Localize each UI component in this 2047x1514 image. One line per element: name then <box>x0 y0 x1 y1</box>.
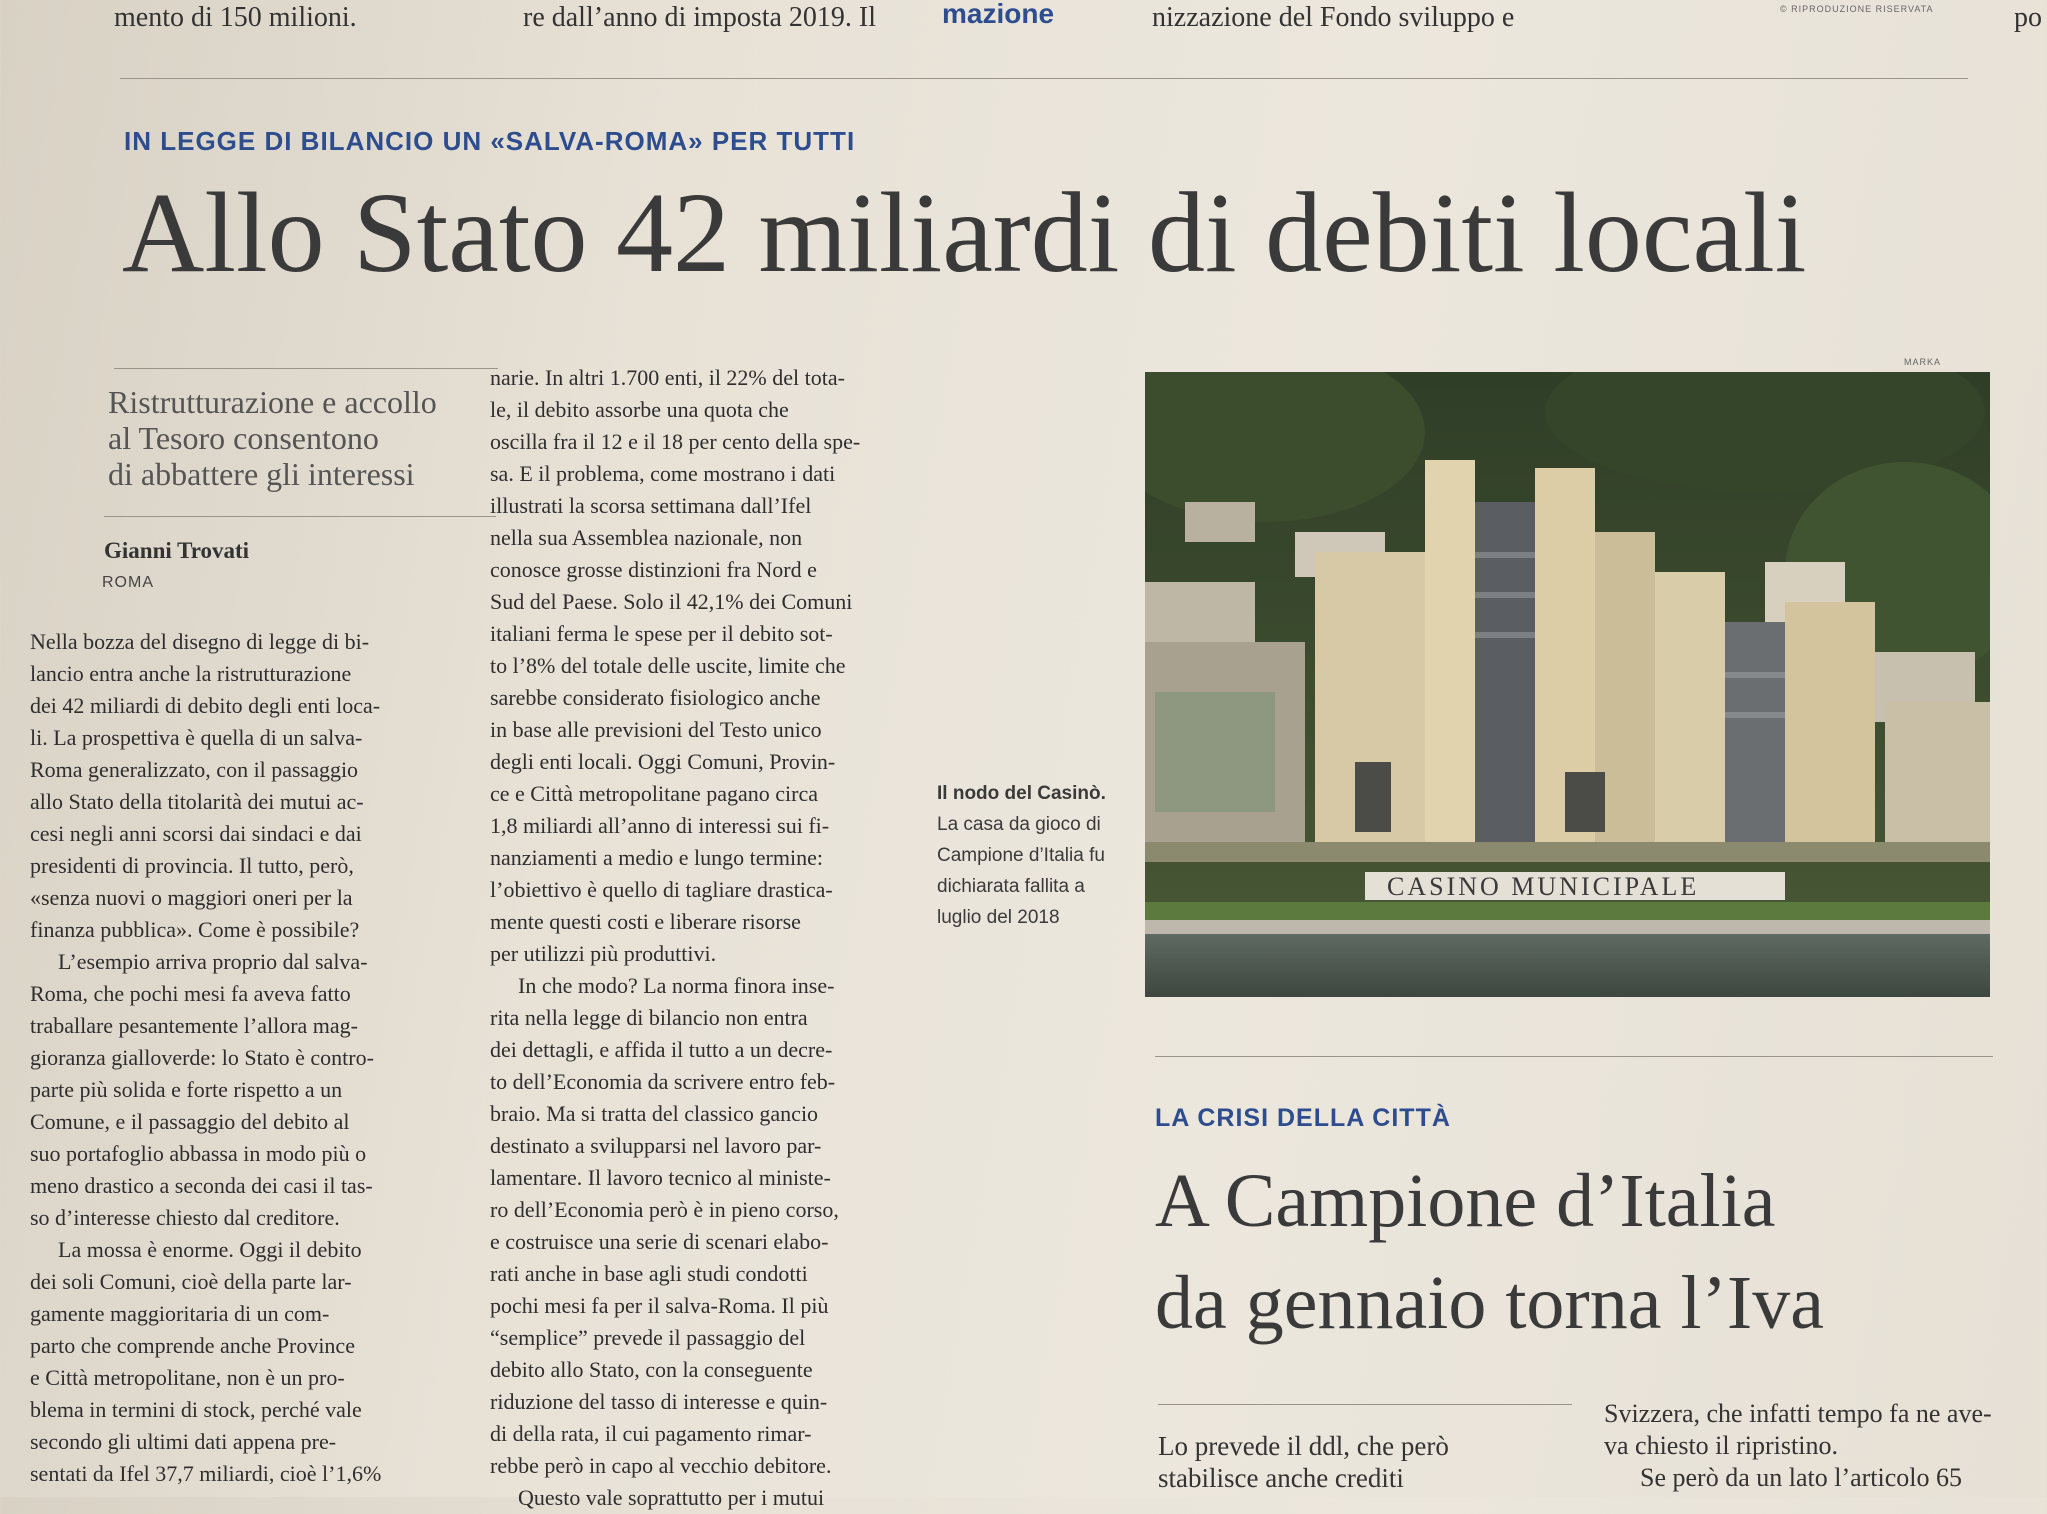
article-line: e costruisce una serie di scenari elabo- <box>490 1229 829 1254</box>
article-line: in base alle previsioni del Testo unico <box>490 717 822 742</box>
article-line: destinato a svilupparsi nel lavoro par- <box>490 1133 822 1158</box>
side-headline-line: A Campione d’Italia <box>1155 1159 1776 1243</box>
subhead-line: al Tesoro consentono <box>108 420 379 456</box>
article-line: In che modo? La norma finora inse- <box>518 973 835 998</box>
caption-text: La casa da gioco di Campione d’Italia fu dichiarata fallita a luglio del 2018 <box>937 814 1105 928</box>
top-strip-col1: mento di 150 milioni. <box>114 2 357 33</box>
main-subhead <box>108 384 437 492</box>
article-line: conosce grosse distinzioni fra Nord e <box>490 557 817 582</box>
article-line: meno drastico a seconda dei casi il tas- <box>30 1173 373 1198</box>
article-line: pochi mesi fa per il salva-Roma. Il più <box>490 1293 829 1318</box>
side-body-line: Se però da un lato l’articolo 65 <box>1640 1463 1963 1492</box>
article-line: Questo vale soprattutto per i mutui <box>518 1485 825 1510</box>
article-line: riduzione del tasso di interesse e quin- <box>490 1389 828 1414</box>
article-line: le, il debito assorbe una quota che <box>490 397 789 422</box>
article-line: ce e Città metropolitane pagano circa <box>490 781 819 806</box>
article-line: l’obiettivo è quello di tagliare drastica- <box>490 877 833 902</box>
article-line: lamentare. Il lavoro tecnico al ministe- <box>490 1165 831 1190</box>
article-line: cesi negli anni scorsi dai sindaci e dai <box>30 821 362 846</box>
side-kicker: LA CRISI DELLA CITTÀ <box>1155 1104 1451 1132</box>
article-line: di della rata, il cui pagamento rimar- <box>490 1421 812 1446</box>
subhead-line: Ristrutturazione e accollo <box>108 384 437 420</box>
side-headline <box>1155 1150 1824 1354</box>
article-line: «senza nuovi o maggiori oneri per la <box>30 885 353 910</box>
article-line: La mossa è enorme. Oggi il debito <box>58 1237 362 1262</box>
article-line: traballare pesantemente l’allora mag- <box>30 1013 358 1038</box>
edge-text: po <box>2014 2 2042 33</box>
side-body-line: Svizzera, che infatti tempo fa ne ave- <box>1604 1399 1992 1428</box>
article-line: to l’8% del totale delle uscite, limite che <box>490 653 846 678</box>
article-line: narie. In altri 1.700 enti, il 22% del tota- <box>490 365 845 390</box>
caption-bold: Il nodo del Casinò. <box>937 783 1106 804</box>
side-sub-rule <box>1158 1404 1572 1405</box>
side-subhead <box>1158 1430 1449 1494</box>
photo-caption <box>937 778 1119 933</box>
article-line: Roma, che pochi mesi fa aveva fatto <box>30 981 351 1006</box>
article-line: to dell’Economia da scrivere entro feb- <box>490 1069 836 1094</box>
side-body <box>1604 1398 1992 1494</box>
article-line: lancio entra anche la ristrutturazione <box>30 661 352 686</box>
top-divider <box>120 78 1968 79</box>
article-line: Comune, e il passaggio del debito al <box>30 1109 350 1134</box>
copyright-note: © RIPRODUZIONE RISERVATA <box>1780 4 1934 14</box>
side-headline-line: da gennaio torna l’Iva <box>1155 1261 1824 1345</box>
article-line: dei soli Comuni, cioè della parte lar- <box>30 1269 352 1294</box>
article-line: dei dettagli, e affida il tutto a un decre- <box>490 1037 833 1062</box>
article-line: nanziamenti a medio e lungo termine: <box>490 845 823 870</box>
article-line: ro dell’Economia però è in pieno corso, <box>490 1197 839 1222</box>
article-line: gioranza gialloverde: lo Stato è contro- <box>30 1045 374 1070</box>
article-line: mente questi costi e liberare risorse <box>490 909 801 934</box>
article-line: 1,8 miliardi all’anno di interessi sui fi- <box>490 813 830 838</box>
photo-credit: MARKA <box>1904 357 1942 367</box>
article-line: sarebbe considerato fisiologico anche <box>490 685 821 710</box>
article-line: nella sua Assemblea nazionale, non <box>490 525 803 550</box>
article-line: suo portafoglio abbassa in modo più o <box>30 1141 367 1166</box>
article-line: L’esempio arriva proprio dal salva- <box>58 949 368 974</box>
article-line: allo Stato della titolarità dei mutui ac- <box>30 789 364 814</box>
subhead-top-rule <box>114 368 498 369</box>
top-strip-col2: re dall’anno di imposta 2019. Il <box>523 2 877 33</box>
article-line: braio. Ma si tratta del classico gancio <box>490 1101 819 1126</box>
article-line: “semplice” prevede il passaggio del <box>490 1325 806 1350</box>
article-column-2 <box>490 362 910 1514</box>
casino-photo <box>1145 372 1990 997</box>
subhead-line: di abbattere gli interessi <box>108 456 415 492</box>
article-line: dei 42 miliardi di debito degli enti loca- <box>30 693 381 718</box>
article-line: rebbe però in capo al vecchio debitore. <box>490 1453 832 1478</box>
article-line: e Città metropolitane, non è un pro- <box>30 1365 345 1390</box>
author-name: Gianni Trovati <box>104 538 250 563</box>
subhead-bottom-rule <box>104 516 496 517</box>
casino-sign: CASINO MUNICIPALE <box>1387 872 1700 901</box>
article-line: presidenti di provincia. Il tutto, però, <box>30 853 354 878</box>
article-line: degli enti locali. Oggi Comuni, Provin- <box>490 749 836 774</box>
side-subhead-line: stabilisce anche crediti <box>1158 1463 1404 1493</box>
main-headline: Allo Stato 42 miliardi di debiti locali <box>122 169 1807 296</box>
side-body-line: va chiesto il ripristino. <box>1604 1431 1838 1460</box>
side-top-rule <box>1155 1056 1993 1057</box>
article-line: debito allo Stato, con la conseguente <box>490 1357 813 1382</box>
article-line: so d’interesse chiesto dal creditore. <box>30 1205 340 1230</box>
article-line: parte più solida e forte rispetto a un <box>30 1077 343 1102</box>
article-column-1 <box>30 626 496 1490</box>
article-line: Roma generalizzato, con il passaggio <box>30 757 359 782</box>
top-strip-col4: nizzazione del Fondo sviluppo e <box>1152 2 1515 33</box>
article-line: li. La prospettiva è quella di un salva- <box>30 725 363 750</box>
article-line: parto che comprende anche Province <box>30 1333 355 1358</box>
dateline-city: ROMA <box>102 574 154 591</box>
article-line: per utilizzi più produttivi. <box>490 941 717 966</box>
article-line: sentati da Ifel 37,7 miliardi, cioè l’1,6% <box>30 1461 382 1486</box>
article-line: rita nella legge di bilancio non entra <box>490 1005 808 1030</box>
main-kicker: IN LEGGE DI BILANCIO UN «SALVA-ROMA» PER TUTTI <box>124 126 856 156</box>
article-line: gamente maggioritaria di un com- <box>30 1301 330 1326</box>
article-line: rati anche in base agli studi condotti <box>490 1261 808 1286</box>
article-line: oscilla fra il 12 e il 18 per cento della spe- <box>490 429 861 454</box>
top-strip-col3: mazione <box>942 0 1055 29</box>
article-line: secondo gli ultimi dati appena pre- <box>30 1429 337 1454</box>
casino-building-image <box>1145 372 1990 997</box>
article-line: blema in termini di stock, perché vale <box>30 1397 362 1422</box>
article-line: Nella bozza del disegno di legge di bi- <box>30 629 370 654</box>
article-line: Sud del Paese. Solo il 42,1% dei Comuni <box>490 589 853 614</box>
article-line: sa. E il problema, come mostrano i dati <box>490 461 836 486</box>
side-subhead-line: Lo prevede il ddl, che però <box>1158 1431 1449 1461</box>
article-line: italiani ferma le spese per il debito sot- <box>490 621 833 646</box>
article-line: illustrati la scorsa settimana dall’Ifel <box>490 493 812 518</box>
article-line: finanza pubblica». Come è possibile? <box>30 917 360 942</box>
